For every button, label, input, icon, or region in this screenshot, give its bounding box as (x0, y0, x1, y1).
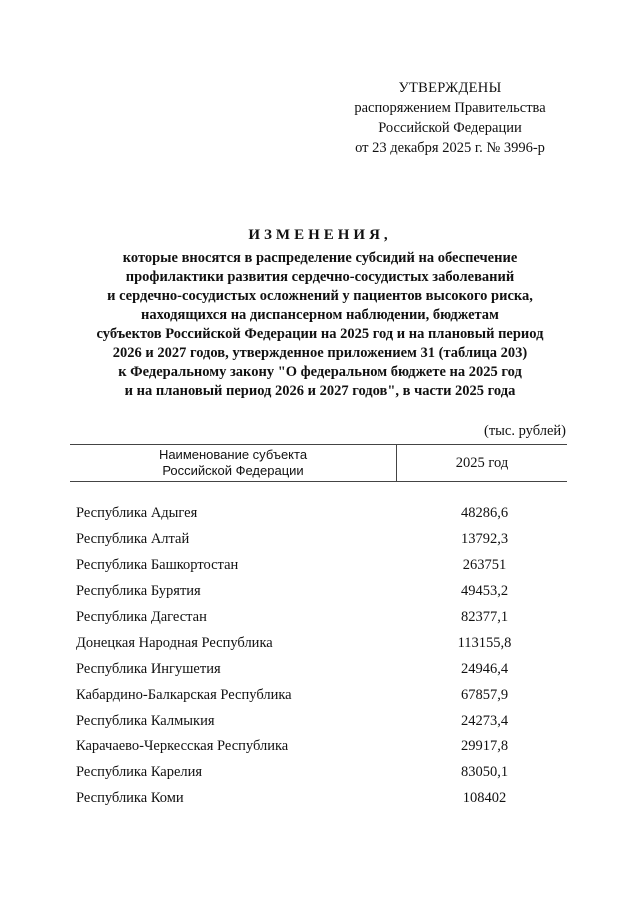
table-row (76, 605, 566, 631)
table-row (76, 708, 566, 734)
subject-name: Республика Дагестан (76, 609, 207, 625)
subject-name: Республика Ингушетия (76, 660, 221, 677)
subject-name: Республика Карелия (76, 764, 203, 781)
subject-name: Карачаево-Черкесская Республика (76, 738, 289, 755)
table-body (76, 501, 566, 812)
approval-line-1: распоряжением Правительства (354, 100, 546, 116)
table-row (76, 786, 566, 812)
subject-value: 108402 (462, 790, 507, 807)
subject-value: 67857,9 (460, 686, 509, 703)
approval-stamp (330, 78, 570, 158)
subject-name: Республика Бурятия (76, 583, 201, 600)
title-main: ИЗМЕНЕНИЯ, (248, 227, 392, 243)
table-row (76, 734, 566, 760)
title-line: субъектов Российской Федерации на 2025 год и на плановый период (96, 326, 544, 342)
table-row (76, 527, 566, 553)
title-line: 2026 и 2027 годов, утвержденное приложением 31 (таблица 203) (112, 345, 528, 361)
subject-name: Республика Калмыкия (76, 712, 215, 729)
subject-value: 24273,4 (460, 712, 509, 729)
subject-value: 24946,4 (460, 660, 509, 677)
subject-value: 263751 (462, 557, 507, 574)
title-line: которые вносятся в распределение субсидий на обеспечение (122, 250, 518, 266)
subject-value: 83050,1 (460, 764, 509, 781)
subject-value: 29917,8 (460, 738, 509, 755)
title-line: находящихся на диспансерном наблюдении, бюджетам (141, 307, 499, 323)
title-line: профилактики развития сердечно-сосудистых заболеваний (125, 269, 515, 285)
header-year: 2025 год (455, 454, 509, 471)
approval-line-3: от 23 декабря 2025 г. № 3996-р (355, 140, 545, 156)
title-line: и сердечно-сосудистых осложнений у пациентов высокого риска, (107, 288, 533, 304)
table-row (76, 553, 566, 579)
table-row (76, 656, 566, 682)
table-row (76, 630, 566, 656)
header-subject-line-1: Наименование субъекта (158, 447, 308, 462)
header-subject-line-2: Российской Федерации (162, 463, 304, 478)
approval-heading: УТВЕРЖДЕНЫ (398, 80, 502, 96)
subject-name: Республика Башкортостан (76, 557, 239, 574)
table-row (76, 579, 566, 605)
subject-name: Республика Коми (76, 790, 184, 807)
subject-name: Кабардино-Балкарская Республика (76, 686, 292, 703)
document-title (40, 226, 600, 401)
table-header (70, 444, 567, 482)
subject-name: Донецкая Народная Республика (76, 634, 273, 651)
subject-name: Республика Алтай (76, 531, 190, 548)
table-row (76, 682, 566, 708)
subject-value: 49453,2 (460, 583, 509, 600)
header-subject (70, 445, 397, 481)
title-line: к Федеральному закону "О федеральном бюджете на 2025 год (118, 364, 522, 380)
table-row (76, 760, 566, 786)
subject-value: 113155,8 (457, 634, 512, 651)
subject-name: Республика Адыгея (76, 505, 198, 522)
subject-value: 13792,3 (460, 531, 509, 548)
units-label: (тыс. рублей) (484, 423, 566, 439)
subject-value: 48286,6 (460, 505, 509, 522)
title-line: и на плановый период 2026 и 2027 годов", в части 2025 года (124, 383, 516, 399)
table-row (76, 501, 566, 527)
subject-value: 82377,1 (460, 609, 509, 625)
approval-line-2: Российской Федерации (378, 120, 522, 136)
